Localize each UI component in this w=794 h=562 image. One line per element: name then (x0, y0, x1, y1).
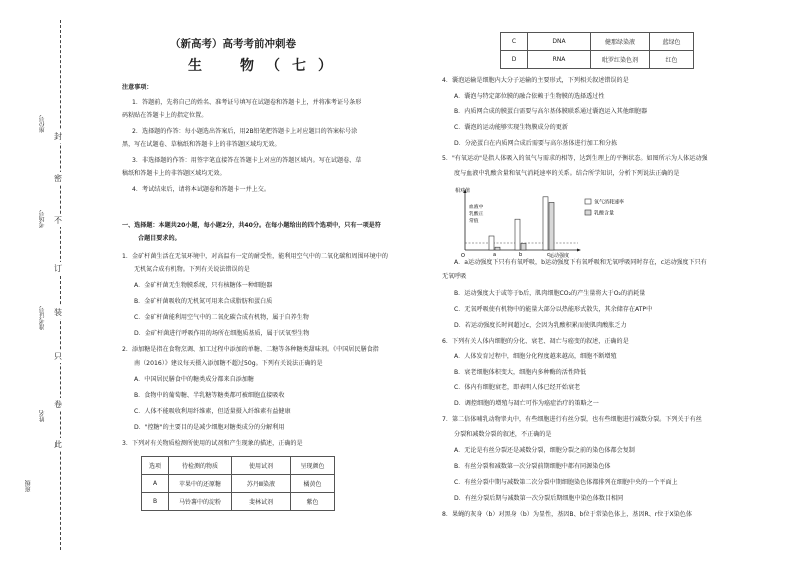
q6-option: A．人体发育过程中，细胞分化程度越来越高，细胞不断增殖 (454, 353, 617, 360)
q6-option: C．体内有细胞衰老，即表明人体已经开始衰老 (454, 384, 581, 391)
legend-label: 乳酸含量 (594, 210, 615, 217)
table-cell: 健那绿染液 (591, 33, 650, 51)
q2-option: A．中国居民膳食中的糖类成分都来自添加糖 (134, 376, 254, 383)
section-heading: 一、选择题：本题共20小题，每小题2分，共40分。在每小题给出的四个选项中，只有一项是符 (122, 222, 381, 229)
subject-title: 生 物（七） (188, 58, 344, 74)
q7-stem: 7．第二倍体哺乳动物睾丸中，有些细胞进行有丝分裂，也有些细胞进行减数分裂。下列关于有丝 (442, 416, 702, 423)
q5-option: D．若运动强度长时间超过c，会因为乳酸积累而使肌肉酸胀乏力 (454, 322, 627, 329)
q1-stem: 无机氮合成有机物。下列有关说法错误的是 (134, 266, 250, 273)
q7-stem: 分裂和减数分裂的叙述，不正确的是 (454, 431, 552, 438)
table-header-cell: 呈现颜色 (291, 457, 335, 475)
section-heading: 合题目要求的。 (138, 235, 181, 242)
table-cell: 紫色 (291, 493, 335, 511)
bar-oxygen-a (489, 236, 494, 250)
notes-line: 2．选择题的作答：每小题选出答案后，用2B铅笔把答题卡上对应题目的答案标号涂 (132, 128, 358, 135)
field-exam-room: 考场号 (39, 210, 46, 228)
legend-swatch-lactate (585, 210, 591, 215)
x-tick-label: a (493, 252, 497, 258)
q7-option: A．无论是有丝分裂还是减数分裂，细胞分裂之前的染色体都会复制 (454, 447, 635, 454)
q4-option: A．囊泡与特定部位膜的融合依赖于生物膜的选择透过性 (454, 93, 605, 100)
q2-option: C．人体不能吸收利用纤维素，但适量摄入纤维素有益健康 (134, 408, 291, 415)
seal-char: 只 (54, 352, 62, 361)
q2-option: D．"控糖"的主要目的是减少细胞对糖类成分的分解利用 (134, 424, 285, 431)
notes-line: 黑，写在试题卷、草稿纸和答题卡上的非答题区域均无效。 (122, 141, 281, 148)
table-cell: B (142, 493, 169, 511)
annotation-line: 血液中 (469, 205, 484, 210)
q5-chart (453, 186, 653, 258)
right-column (440, 0, 790, 562)
q1-option: A．金矿杆菌无生物膜系统，只有核糖体一种细胞器 (134, 282, 273, 289)
bar-lactate-a (495, 247, 500, 250)
q6-stem: 6．下列有关人体内细胞的分化、衰老、凋亡与癌变的叙述，正确的是 (442, 338, 629, 345)
annotation-line: 乳酸正 (469, 212, 484, 217)
field-admission-number: 准考证号 (39, 306, 46, 330)
table-cell: 马铃薯中的淀粉 (169, 493, 232, 511)
table-header-cell: 待检测的物质 (169, 457, 232, 475)
x-tick-label: b (519, 252, 523, 258)
q1-option: C．金矿杆菌能利用空气中的二氧化碳合成有机物，属于自养生物 (134, 314, 309, 321)
field-seat-number: 座位号 (39, 115, 46, 133)
bar-lactate-c (549, 202, 554, 250)
q7-option: B．有丝分裂和减数第一次分裂前期细胞中都有同源染色体 (454, 463, 611, 470)
origin-label: O (461, 253, 465, 258)
q1-stem: 1．金矿杆菌生活在无氧环境中，对高温有一定的耐受性，能利用空气中的二氧化碳和周围环境中的 (122, 253, 388, 260)
q3-stem: 3．下列对有关物质检测所使用的试剂和产生现象的描述，正确的是 (122, 440, 303, 447)
table-cell: D (501, 51, 528, 69)
q4-option: B．内质网合成的膜蛋白需要与高尔基体膜联系通过囊泡运入其他细胞器 (454, 108, 648, 115)
legend-swatch-oxygen (585, 199, 591, 204)
q5-option: 无氧呼吸 (442, 273, 467, 280)
table-cell: 蓝绿色 (650, 33, 694, 51)
notes-line: 4．考试结束后，请将本试题卷和答题卡一并上交。 (132, 186, 270, 193)
q5-stem: 度与血液中乳酸含量和氧气消耗速率的关系。结合所学知识，分析下列说法正确的是 (454, 170, 680, 177)
q5-option: A．a运动强度下只有有氧呼吸，b运动强度下有氧呼吸和无氧呼吸同时存在，c运动强度下只有 (454, 259, 707, 266)
q5-option: B．运动强度大于或等于b后，肌肉细胞CO₂的产生量将大于O₂的消耗量 (454, 290, 646, 297)
q1-option: D．金矿杆菌进行呼吸作用的场所在细胞质基质，属于厌氧型生物 (134, 330, 310, 337)
notes-line: 码粘贴在答题卡上的指定位置。 (122, 112, 208, 119)
q5-stem: 5．"有氧运动"是指人体吸入的氧气与需求的相等，达到生理上的平衡状态。如图所示为人体运动强 (442, 155, 708, 162)
q7-option: C．有丝分裂中期与减数第二次分裂中期细胞染色体都排列在细胞中央的一个平面上 (454, 479, 678, 486)
binding-strip (0, 0, 118, 562)
bar-oxygen-b (515, 219, 520, 250)
notes-line: 1．答题前，先将自己的姓名、准考证号填写在试题卷和答题卡上，并将准考证号条形 (132, 99, 362, 106)
annotation-line: 常值 (469, 219, 479, 224)
field-class: 班级 (25, 480, 32, 492)
x-axis-label: 运动强度 (549, 253, 570, 258)
table-cell: C (501, 33, 528, 51)
seal-char: 订 (54, 264, 62, 273)
field-name: 姓名 (39, 410, 46, 422)
q3-table-top (141, 456, 335, 511)
x-tick-label: c (547, 252, 550, 258)
table-cell: 苏丹Ⅲ染液 (232, 475, 291, 493)
q6-option: D．调控细胞的增殖与凋亡可作为癌症治疗的策略之一 (454, 400, 599, 407)
table-cell: 吡罗红染色剂 (591, 51, 650, 69)
q2-stem: 2．添加糖是指在食物烹调、加工过程中添加的单糖、二糖等各种糖类甜味剂。《中国居民膳食指 (122, 346, 379, 353)
q4-option: C．囊泡的运动能够实现生物膜成分的更新 (454, 124, 568, 131)
table-header-cell: 使用试剂 (232, 457, 291, 475)
q7-option: D．有丝分裂后期与减数第一次分裂后期细胞中染色体数目相同 (454, 495, 624, 502)
q2-option: B．食物中的葡萄糖、半乳糖等糖类都可被细胞直接吸收 (134, 392, 285, 399)
q5-option: C．无氧呼吸使有机物中的能量大部分以热能形式散失，其余储存在ATP中 (454, 306, 653, 313)
table-cell: A (142, 475, 169, 493)
table-header-cell: 选项 (142, 457, 169, 475)
bar-oxygen-c (543, 197, 548, 250)
seal-dashed-line (60, 20, 61, 550)
q8-stem: 8．果蝇的灰身（b）对黑身（b）为显性，基因B、b位于常染色体上，基因R、r位于X染色体 (442, 511, 692, 518)
table-cell: 苹果中的还原糖 (169, 475, 232, 493)
q4-option: D．分泌蛋白在内质网合成后需要与高尔基体进行加工和分拣 (454, 140, 618, 147)
table-cell: 斐林试剂 (232, 493, 291, 511)
seal-char: 此 (54, 440, 62, 449)
x-axis-arrow (577, 249, 581, 252)
y-axis-label: 相对值 (455, 188, 471, 194)
q1-option: B．金矿杆菌吸收的无机氮可用来合成脂肪和蛋白质 (134, 298, 273, 305)
seal-char: 不 (54, 216, 62, 225)
exam-title: （新高考）高考考前冲刺卷 (170, 38, 296, 50)
bar-lactate-b (521, 243, 526, 250)
table-cell: 橘黄色 (291, 475, 335, 493)
q2-stem: 南（2016）》建议每天摄入添加糖不超过50g。下列有关说法正确的是 (134, 360, 323, 367)
q6-option: B．衰老细胞体积变大，细胞内多种酶的活性降低 (454, 369, 587, 376)
legend-label: 氧气消耗速率 (594, 199, 625, 206)
table-cell: RNA (528, 51, 591, 69)
q4-stem: 4．囊泡运输是细胞内大分子运输的主要形式，下列相关叙述错误的是 (442, 77, 629, 84)
seal-char: 密 (54, 174, 62, 183)
notes-line: 稿纸和答题卡上的非答题区域均无效。 (122, 170, 226, 177)
table-cell: 红色 (650, 51, 694, 69)
notes-heading: 注意事项： (122, 84, 153, 91)
notes-line: 3．非选择题的作答：用签字笔直接答在答题卡上对应的答题区域内。写在试题卷、草 (132, 157, 362, 164)
seal-char: 封 (54, 132, 62, 141)
seal-char: 卷 (54, 400, 62, 409)
table-cell: DNA (528, 33, 591, 51)
seal-char: 装 (54, 308, 62, 317)
